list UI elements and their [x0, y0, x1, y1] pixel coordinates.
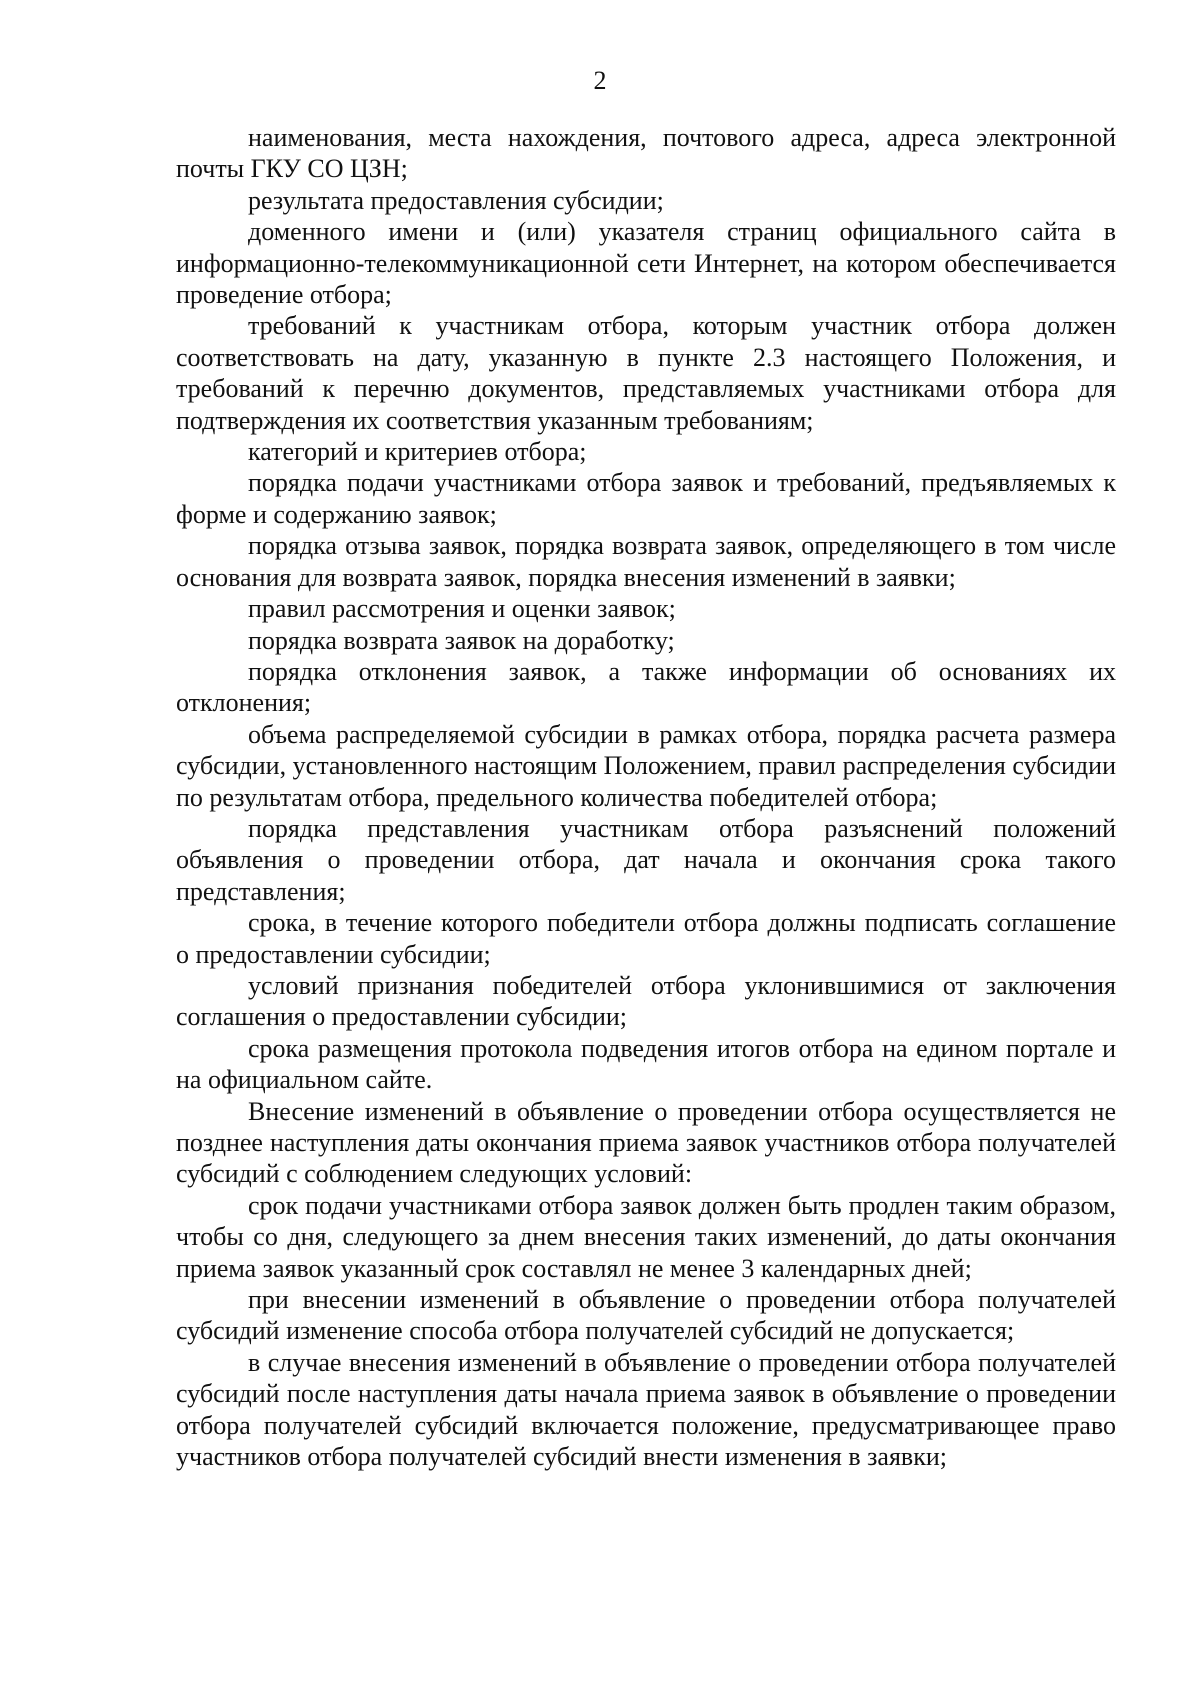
paragraph: порядка возврата заявок на доработку; [248, 625, 675, 655]
paragraph: срок подачи участниками отбора заявок должен быть продлен таким образом, чтобы со дня, следующего за днем внесения таких изменений, до даты окончания приема заявок указанный срок составлял не менее 3 календарных дней; [176, 1190, 1116, 1283]
paragraph: порядка отклонения заявок, а также информации об основаниях их отклонения; [176, 656, 1116, 718]
paragraph: наименования, места нахождения, почтового адреса, адреса электронной почты ГКУ СО ЦЗН; [176, 123, 1116, 184]
paragraph: порядка представления участникам отбора разъяснений положений объявления о проведении отбора, дат начала и окончания срока такого представления; [176, 813, 1116, 906]
paragraph: порядка подачи участниками отбора заявок и требований, предъявляемых к форме и содержанию заявок; [176, 468, 1116, 529]
paragraph: категорий и критериев отбора; [248, 437, 587, 467]
document-body [176, 122, 1116, 1472]
paragraph: доменного имени и (или) указателя страниц официального сайта в информационно-телекоммуникационной сети Интернет, на котором обеспечивается проведение отбора; [176, 217, 1116, 310]
paragraph: Внесение изменений в объявление о проведении отбора осуществляется не позднее наступления даты окончания приема заявок участников отбора получателей субсидий с соблюдением следующих условий: [176, 1096, 1116, 1189]
paragraph: при внесении изменений в объявление о проведении отбора получателей субсидий изменение способа отбора получателей субсидий не допускается; [176, 1285, 1116, 1346]
paragraph: срока размещения протокола подведения итогов отбора на едином портале и на официальном сайте. [176, 1033, 1116, 1095]
paragraph: правил рассмотрения и оценки заявок; [248, 594, 676, 624]
paragraph: в случае внесения изменений в объявление о проведении отбора получателей субсидий после наступления даты начала приема заявок в объявление о проведении отбора получателей субсидий включается положение, предусматривающее право участников отбора получателей субсидий внести изменения в заявки; [176, 1347, 1116, 1472]
paragraph: порядка отзыва заявок, порядка возврата заявок, определяющего в том числе основания для возврата заявок, порядка внесения изменений в заявки; [176, 531, 1116, 592]
page-number: 2 [593, 66, 607, 95]
paragraph: требований к участникам отбора, которым участник отбора должен соответствовать на дату, указанную в пункте 2.3 настоящего Положения, и требований к перечню документов, представляемых участниками отбора для подтверждения их соответствия указанным требованиям; [176, 311, 1116, 435]
paragraph: условий признания победителей отбора уклонившимися от заключения соглашения о предоставлении субсидии; [176, 970, 1116, 1032]
paragraph: срока, в течение которого победители отбора должны подписать соглашение о предоставлении субсидии; [176, 908, 1116, 969]
paragraph: объема распределяемой субсидии в рамках отбора, порядка расчета размера субсидии, установленного настоящим Положением, правил распределения субсидии по результатам отбора, предельного количества победителей отбора; [176, 719, 1116, 812]
paragraph: результата предоставления субсидии; [248, 185, 664, 215]
